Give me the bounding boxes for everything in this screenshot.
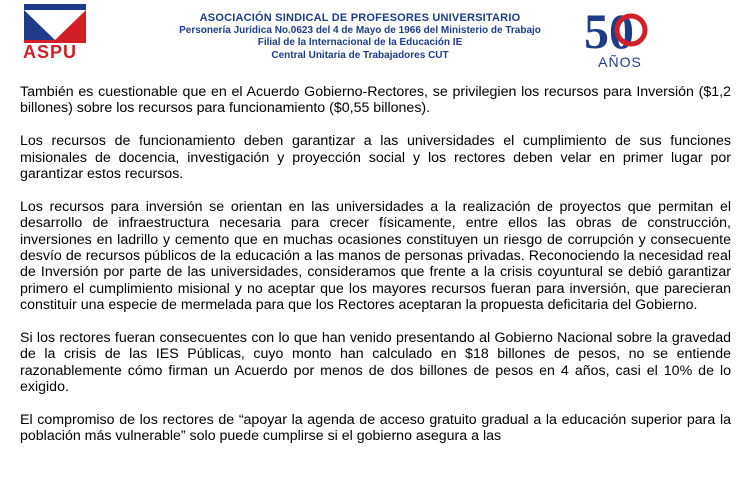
legal-registration: Personería Jurídica No.0623 del 4 de Mayo de 1966 del Ministerio de Trabajo (179, 24, 541, 36)
paragraph-4: Si los rectores fueran consecuentes con lo que han venido presentando al Gobierno Nacional sobre la gravedad de la crisis de las IES Públicas, cuyo monto han calculado en $18 billones de pesos, no se entiende razonablemente cómo firman un Acuerdo por menos de dos billones de pesos en 4 años, casi el 10% de lo exigido. (20, 330, 731, 396)
organization-title: ASOCIACIÓN SINDICAL DE PROFESORES UNIVERSITARIO (199, 12, 521, 24)
affiliation-ie: Filial de la Internacional de la Educación IE (257, 37, 463, 48)
paragraph-2: Los recursos de funcionamiento deben garantizar a las universidades el cumplimiento de sus funciones misionales de docencia, investigación y proyección social y los rectores deben velar en primer lugar por garantizar estos recursos. (20, 133, 731, 183)
header-text (150, 12, 570, 62)
paragraph-3: Los recursos para inversión se orientan en las universidades a la realización de proyectos que permitan el desarrollo de infraestructura necesaria para crecer físicamente, entre ellos las obras de construcción, inversiones en ladrillo y cemento que en muchas ocasiones constituyen un riesgo de corrupción y consecuente desvío de recursos públicos de la educación a las manos de personas privadas. Reconociendo la necesidad real de Inversión por parte de las universidades, consideramos que frente a la crisis coyuntural se debió garantizar primero el cumplimiento misional y no aceptar que los mayores recursos fueran para inversión, que parecieran constituir una especie de mermelada para que los Rectores aceptaran la propuesta deficitaria del Gobierno. (20, 198, 731, 314)
aspu-logo-text: ASPU (23, 42, 78, 62)
logo-50-word: AÑOS (598, 54, 642, 70)
document-body (20, 84, 731, 461)
document-header (0, 0, 741, 80)
paragraph-5: El compromiso de los rectores de “apoyar la agenda de acceso gratuito gradual a la educación superior para la población más vulnerable” solo puede cumplirse si el gobierno asegura a las (20, 412, 731, 445)
logo-50-number: 50 (584, 3, 634, 59)
paragraph-1: También es cuestionable que en el Acuerdo Gobierno-Rectores, se privilegien los recursos para Inversión ($1,2 billones) sobre los recursos para funcionamiento ($0,55 billones). (20, 84, 731, 117)
affiliation-cut: Central Unitaria de Trabajadores CUT (271, 49, 449, 61)
